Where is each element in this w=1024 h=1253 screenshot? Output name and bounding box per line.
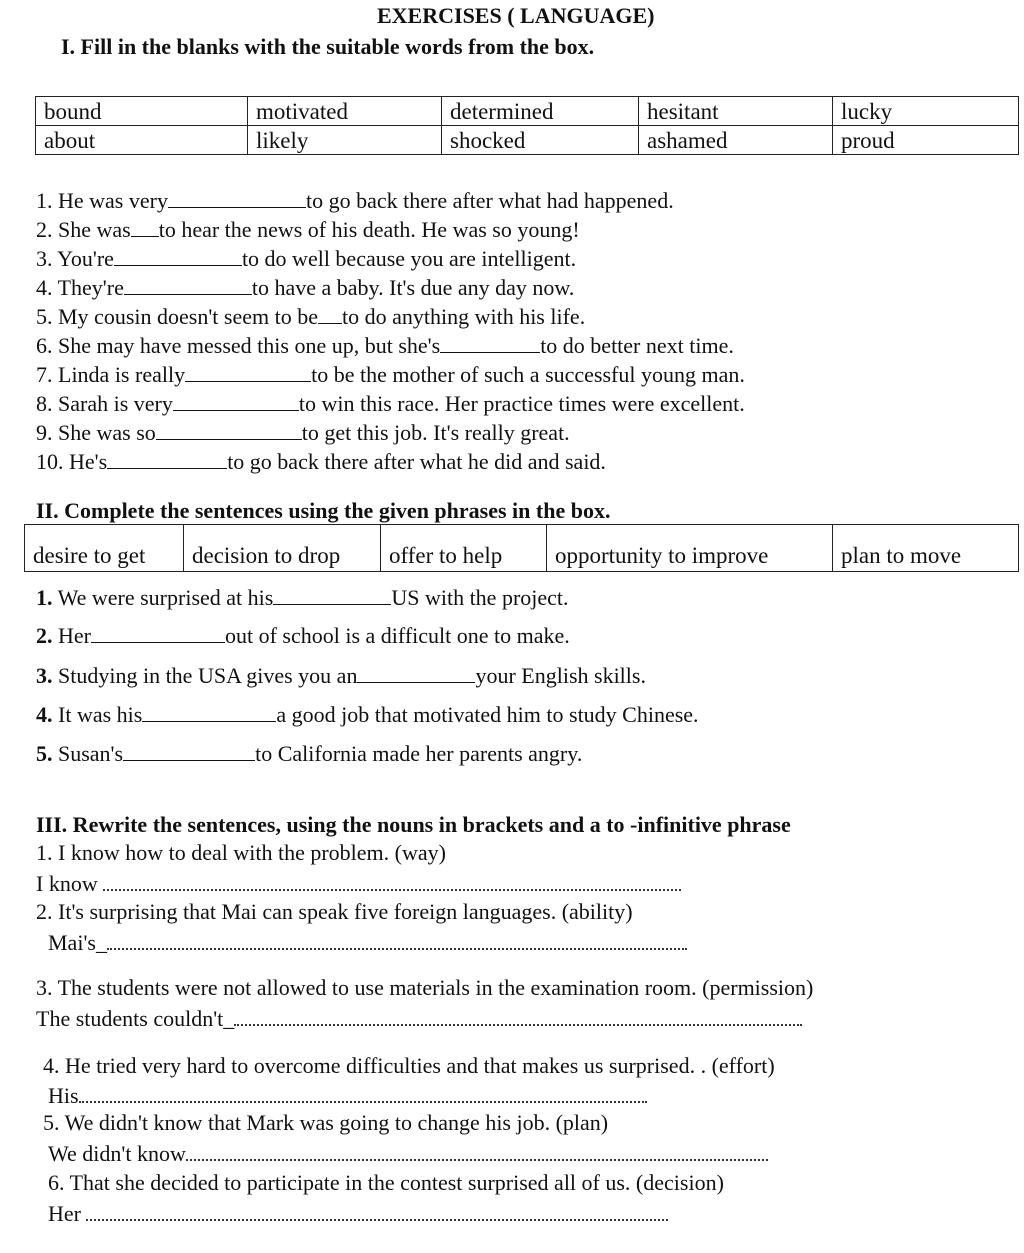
part3-rewrite-line: The students couldn't_ <box>36 1006 802 1030</box>
part1-item: 1. He was very to go back there after what had happened. <box>36 188 674 213</box>
part3-sentence: 6. That she decided to participate in the contest surprised all of us. (decision) <box>48 1170 724 1195</box>
part2-phrase-box <box>24 524 1019 572</box>
answer-blank[interactable] <box>173 393 299 411</box>
answer-dotted-line[interactable] <box>86 1201 668 1221</box>
word-box-cell: shocked <box>442 126 639 155</box>
word-box-cell: about <box>36 126 248 155</box>
part3-rewrite-line: I know <box>36 871 681 895</box>
answer-dotted-line[interactable] <box>107 930 687 950</box>
answer-blank[interactable] <box>273 587 391 605</box>
part1-item: 9. She was so to get this job. It's really great. <box>36 420 570 445</box>
answer-blank[interactable] <box>185 364 311 382</box>
answer-dotted-line[interactable] <box>103 871 681 891</box>
word-box-cell: proud <box>833 126 1019 155</box>
answer-blank[interactable] <box>318 306 342 324</box>
answer-blank[interactable] <box>440 335 540 353</box>
part3-sentence: 2. It's surprising that Mai can speak five foreign languages. (ability) <box>36 899 633 924</box>
part3-heading: III. Rewrite the sentences, using the nouns in brackets and a to -infinitive phrase <box>36 812 791 837</box>
part2-item: 5. Susan's to California made her parents angry. <box>36 741 583 766</box>
part2-item: 3. Studying in the USA gives you an your English skills. <box>36 663 646 688</box>
part1-heading: I. Fill in the blanks with the suitable words from the box. <box>61 34 595 59</box>
word-box-cell: bound <box>36 97 248 126</box>
part1-item: 10. He's to go back there after what he did and said. <box>36 449 606 474</box>
answer-blank[interactable] <box>168 190 306 208</box>
part1-word-box <box>35 96 1019 155</box>
answer-blank[interactable] <box>357 665 475 683</box>
part1-item: 3. You're to do well because you are intelligent. <box>36 246 577 271</box>
phrase-box-cell: plan to move <box>833 525 1019 572</box>
part3-sentence: 3. The students were not allowed to use materials in the examination room. (permission) <box>36 975 814 1000</box>
phrase-box-cell: desire to get <box>25 525 184 572</box>
part3-rewrite-line: Her <box>48 1201 668 1225</box>
part1-item: 6. She may have messed this one up, but she's to do better next time. <box>36 333 734 358</box>
part2-item: 4. It was his a good job that motivated him to study Chinese. <box>36 702 699 727</box>
part3-rewrite-line: Mai's_ <box>48 930 687 954</box>
part3-sentence: 4. He tried very hard to overcome difficulties and that makes us surprised. . (effort) <box>43 1053 775 1078</box>
phrase-box-cell: offer to help <box>381 525 547 572</box>
part2-item: 2. Her out of school is a difficult one to make. <box>36 623 570 648</box>
part1-item: 5. My cousin doesn't seem to be to do anything with his life. <box>36 304 586 329</box>
answer-blank[interactable] <box>142 704 276 722</box>
answer-dotted-line[interactable] <box>186 1141 768 1161</box>
answer-blank[interactable] <box>124 277 252 295</box>
answer-blank[interactable] <box>131 219 159 237</box>
word-box-cell: determined <box>442 97 639 126</box>
part1-item: 8. Sarah is very to win this race. Her practice times were excellent. <box>36 391 745 416</box>
part1-item: 4. They're to have a baby. It's due any day now. <box>36 275 575 300</box>
answer-blank[interactable] <box>114 248 242 266</box>
part3-rewrite-line: His <box>48 1083 647 1107</box>
part2-item: 1. We were surprised at his US with the project. <box>36 585 569 610</box>
part1-item: 7. Linda is really to be the mother of such a successful young man. <box>36 362 745 387</box>
answer-dotted-line[interactable] <box>234 1006 802 1026</box>
word-box-cell: ashamed <box>639 126 833 155</box>
phrase-box-cell: opportunity to improve <box>547 525 833 572</box>
answer-blank[interactable] <box>156 422 302 440</box>
phrase-box-cell: decision to drop <box>184 525 381 572</box>
word-box-cell: lucky <box>833 97 1019 126</box>
part1-item: 2. She was to hear the news of his death. He was so young! <box>36 217 580 242</box>
answer-blank[interactable] <box>91 625 225 643</box>
answer-blank[interactable] <box>123 743 255 761</box>
part3-rewrite-line: We didn't know <box>48 1141 768 1165</box>
word-box-cell: motivated <box>248 97 442 126</box>
answer-blank[interactable] <box>107 451 227 469</box>
word-box-cell: likely <box>248 126 442 155</box>
answer-dotted-line[interactable] <box>79 1083 647 1103</box>
part2-heading: II. Complete the sentences using the given phrases in the box. <box>36 498 611 523</box>
part3-sentence: 5. We didn't know that Mark was going to change his job. (plan) <box>43 1110 609 1135</box>
word-box-cell: hesitant <box>639 97 833 126</box>
page-title: EXERCISES ( LANGUAGE) <box>377 3 655 28</box>
part3-sentence: 1. I know how to deal with the problem. (way) <box>36 840 446 865</box>
